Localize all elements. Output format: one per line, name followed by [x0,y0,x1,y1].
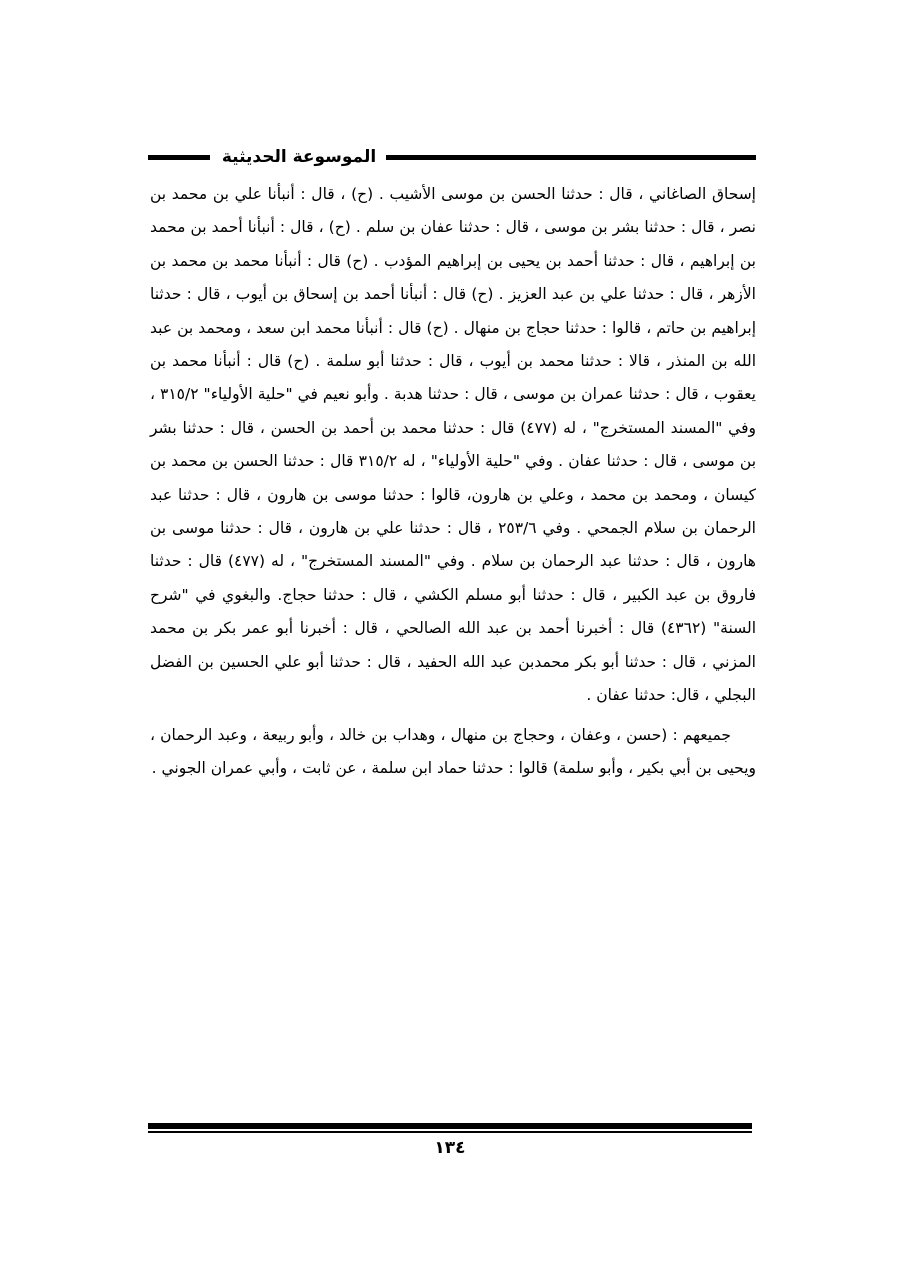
running-header [148,142,756,172]
body-text [150,178,756,785]
header-rule-right [386,155,756,160]
page-number: ١٣٤ [434,1138,466,1158]
header-rule-left [148,155,210,160]
footer-rule-thick [148,1123,752,1129]
paragraph-1: إسحاق الصاغاني ، قال : حدثنا الحسن بن موسى الأشيب . (ح) ، قال : أنبأنا علي بن محمد بن نصر ، قال : حدثنا بشر بن موسى ، قال : حدثنا عفان بن سلم . (ح) ، قال : أنبأنا أحمد بن محمد بن إبراهيم ، قال : حدثنا أحمد بن يحيى بن إبراهيم المؤدب . (ح) قال : أنبأنا محمد بن محمد بن الأزهر ، قال : حدثنا علي بن عبد العزيز . (ح) قال : أنبأنا أحمد بن إسحاق بن أيوب ، قال : حدثنا إبراهيم بن حاتم ، قالوا : حدثنا حجاج بن منهال . (ح) قال : أنبأنا محمد ابن سعد ، ومحمد بن عبد الله بن المنذر ، قالا : حدثنا محمد بن أيوب ، قال : حدثنا أبو سلمة . (ح) قال : أنبأنا محمد بن يعقوب ، قال : حدثنا عمران بن موسى ، قال : حدثنا هدبة . وأبو نعيم في "حلية الأولياء" ٣١٥/٢ ، وفي "المسند المستخرج" ، له (٤٧٧) قال : حدثنا محمد بن أحمد بن الحسن ، قال : حدثنا بشر بن موسى ، قال : حدثنا عفان . وفي "حلية الأولياء" ، له ٣١٥/٢ قال : حدثنا الحسن بن محمد بن كيسان ، ومحمد بن محمد ، وعلي بن هارون، قالوا : حدثنا موسى بن هارون ، قال : حدثنا عبد الرحمان بن سلام الجمحي . وفي ٢٥٣/٦ ، قال : حدثنا علي بن هارون ، قال : حدثنا موسى بن هارون ، قال : حدثنا عبد الرحمان بن سلام . وفي "المسند المستخرج" ، له (٤٧٧) قال : حدثنا فاروق بن عبد الكبير ، قال : حدثنا أبو مسلم الكشي ، قال : حدثنا حجاج. والبغوي في "شرح السنة" (٤٣٦٢) قال : أخبرنا أحمد بن عبد الله الصالحي ، قال : أخبرنا أبو عمر بكر بن محمد المزني ، قال : حدثنا أبو بكر محمدبن عبد الله الحفيد ، قال : حدثنا أبو علي الحسين بن الفضل البجلي ، قال: حدثنا عفان . [150,185,757,705]
header-title: الموسوعة الحديثية [221,147,377,167]
footer-rule-thin [148,1131,752,1133]
paragraph-2: جميعهم : (حسن ، وعفان ، وحجاج بن منهال ، وهداب بن خالد ، وأبو ربيعة ، وعبد الرحمان ، ويحيى بن أبي بكير ، وأبو سلمة) قالوا : حدثنا حماد ابن سلمة ، عن ثابت ، وأبي عمران الجوني . [150,725,756,777]
